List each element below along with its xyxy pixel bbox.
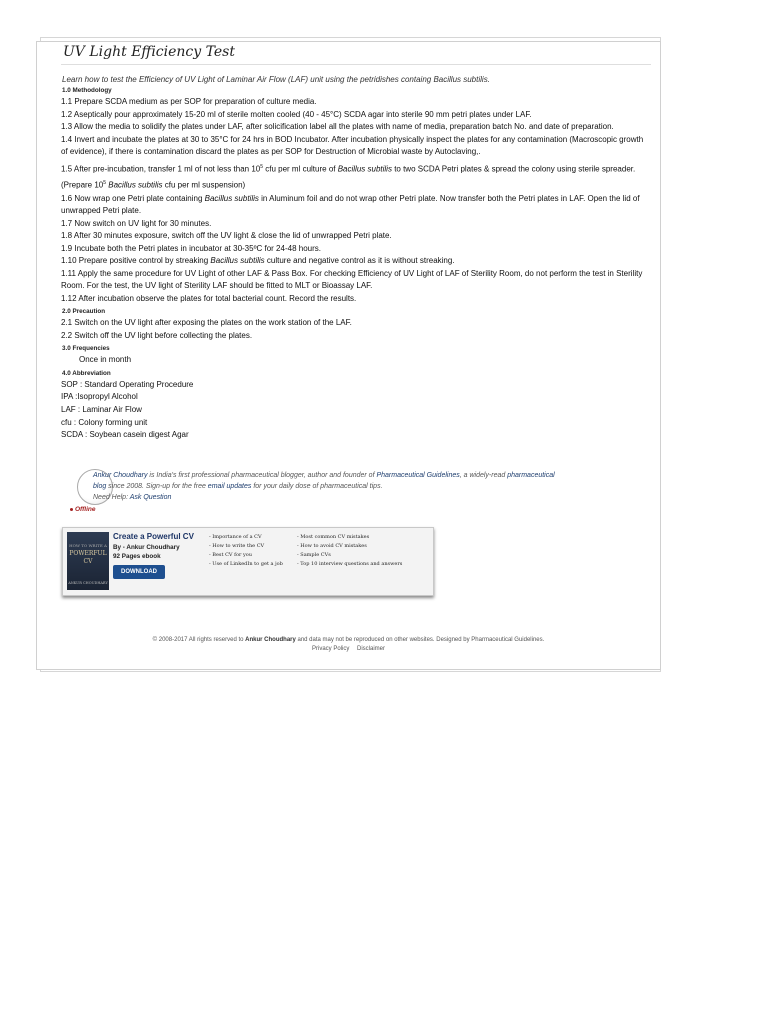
precaution-2-1: 2.1 Switch on the UV light after exposing the plates on the work station of the LAF.: [61, 318, 352, 328]
step-1-11: 1.11 Apply the same procedure for UV Light of other LAF & Pass Box. For checking Efficiency of UV Light of LAF of Sterility Room, do not perform the test in Sterility Room. For the test, the UV light of Sterility LAF should be fitted to MLT or Bioassay LAF.: [61, 268, 643, 291]
step-1-10-part-a: 1.10 Prepare positive control by streaking: [61, 256, 211, 266]
page-footer: [37, 636, 660, 654]
step-1-9: 1.9 Incubate both the Petri plates in incubator at 30-35ºC for 24-48 hours.: [61, 243, 321, 253]
ad-feature-item: - Most common CV mistakes: [297, 534, 370, 540]
step-1-7: 1.7 Now switch on UV light for 30 minutes.: [61, 218, 212, 228]
copyright-part-a: © 2008-2017 All rights reserved to: [152, 637, 246, 643]
step-1-6: [61, 193, 651, 218]
ad-feature-item: - How to write the CV: [209, 543, 265, 549]
step-1-5-part-a: 1.5 After pre-incubation, transfer 1 ml of not less than 10: [61, 164, 261, 174]
abbreviation-sop: SOP : Standard Operating Procedure: [61, 379, 194, 389]
email-updates-link[interactable]: email updates: [207, 483, 252, 490]
privacy-policy-link[interactable]: Privacy Policy: [311, 646, 350, 652]
cv-ebook-ad[interactable]: [62, 527, 434, 596]
step-1-6-part-a: 1.6 Now wrap one Petri plate containing: [61, 193, 205, 203]
ebook-cover-title-1: POWERFUL: [69, 550, 107, 557]
pharma-blog-link-part-2[interactable]: blog: [93, 483, 107, 490]
footer-links: [37, 645, 660, 654]
copyright-owner: Ankur Choudhary: [245, 637, 296, 643]
ebook-cover-author: ANKUR CHOUDHARY: [68, 581, 108, 585]
methodology-heading: 1.0 Methodology: [62, 87, 112, 94]
abbreviation-ipa: IPA :Isopropyl Alcohol: [61, 392, 138, 402]
step-1-12: 1.12 After incubation observe the plates for total bacterial count. Record the results.: [61, 293, 357, 303]
step-1-8: 1.8 After 30 minutes exposure, switch off the UV light & close the lid of unwrapped Petri plate.: [61, 231, 392, 241]
author-status-label: Offline: [75, 506, 96, 513]
ad-pages: 92 Pages ebook: [113, 553, 161, 560]
ad-feature-item: - Top 10 interview questions and answers: [297, 561, 403, 567]
step-1-5: [61, 160, 651, 193]
abbreviation-scda: SCDA : Soybean casein digest Agar: [61, 430, 189, 440]
step-1-5-exponent: 5: [260, 163, 264, 170]
ad-feature-item: - Importance of a CV: [209, 534, 262, 540]
precaution-heading: 2.0 Precaution: [62, 308, 106, 316]
ebook-cover-top-text: HOW TO WRITE A: [69, 543, 107, 548]
author-bio-text-1: is India's first professional pharmaceutical blogger, author and founder of: [147, 472, 377, 479]
step-1-2: 1.2 Aseptically pour approximately 15-20 ml of sterile molten cooled (40 - 45°C) SCDA agar into sterile 90 mm petri plates under LAF.: [61, 109, 532, 119]
article-content: [61, 42, 651, 442]
ad-feature-item: - Sample CVs: [297, 552, 331, 558]
abbreviation-cfu: cfu : Colony forming unit: [61, 417, 148, 427]
abbreviation-heading: 4.0 Abbreviation: [62, 369, 111, 377]
step-1-5-species-2: Bacillus subtilis: [108, 180, 163, 190]
ad-feature-list-2: [297, 533, 402, 569]
step-1-5-part-c: to two SCDA Petri plates & spread the colony using sterile spreader. (Prepare 10: [61, 164, 636, 190]
step-1-4: 1.4 Invert and incubate the plates at 30 to 35°C for 24 hrs in BOD Incubator. After incubation physically inspect the plates for any contamination (Macroscopic growth of evidence), if there is contamination discard the plates as per SOP for Destruction of Microbial waste by Autoclaving,.: [61, 134, 644, 156]
step-1-5-part-b: cfu per ml culture of: [263, 164, 338, 174]
author-bio-text-2: , a widely-read: [459, 472, 508, 479]
offline-dot-icon: [70, 508, 73, 511]
copyright-text: [37, 636, 660, 645]
ad-feature-item: - How to avoid CV mistakes: [297, 543, 367, 549]
document-page: [36, 41, 661, 670]
author-bio: [93, 470, 633, 503]
site-link[interactable]: Pharmaceutical Guidelines: [376, 472, 460, 479]
step-1-10-part-b: culture and negative control as it is without streaking.: [264, 256, 455, 266]
title-divider: [61, 64, 651, 65]
step-1-10-species: Bacillus subtilis: [210, 256, 265, 266]
author-name-link[interactable]: Ankur Choudhary: [93, 472, 148, 479]
step-1-1: 1.1 Prepare SCDA medium as per SOP for preparation of culture media.: [61, 97, 317, 106]
ebook-cover-title-2: CV: [83, 558, 93, 565]
copyright-part-b: and data may not be reproduced on other websites. Designed by Pharmaceutical Guidelines.: [295, 637, 545, 643]
download-button[interactable]: DOWNLOAD: [113, 565, 165, 579]
ad-feature-list-1: [209, 533, 283, 569]
author-status: [70, 506, 95, 513]
ad-feature-item: - Use of LinkedIn to get a job: [209, 561, 283, 567]
pharma-blog-link-part-1[interactable]: pharmaceutical: [507, 472, 555, 479]
ad-title[interactable]: Create a Powerful CV: [113, 532, 194, 541]
step-1-6-species: Bacillus subtilis: [204, 193, 259, 203]
step-1-3: 1.3 Allow the media to solidify the plates under LAF, after solicification label all the plates with name of media, preparation batch No. and date of preparation.: [61, 122, 614, 131]
page-title: UV Light Efficiency Test: [63, 44, 235, 60]
intro-text: Learn how to test the Efficiency of UV Light of Laminar Air Flow (LAF) unit using the petridishes containg Bacillus subtilis.: [62, 75, 490, 84]
disclaimer-link[interactable]: Disclaimer: [357, 646, 386, 652]
ad-author: By - Ankur Choudhary: [113, 544, 180, 551]
author-bio-text-4: for your daily dose of pharmaceutical tips.: [251, 483, 383, 490]
frequencies-heading: 3.0 Frequencies: [62, 345, 110, 353]
step-1-5-exponent-2: 5: [103, 180, 107, 187]
frequency-value: Once in month: [79, 355, 132, 365]
help-label: Need Help:: [93, 494, 130, 501]
precaution-2-2: 2.2 Switch off the UV light before collecting the plates.: [61, 330, 253, 340]
author-bio-text-3: since 2008. Sign-up for the free: [106, 483, 208, 490]
step-1-6-part-b: in Aluminum foil and do not wrap other Petri plate. Now transfer both the Petri plates in LAF. Open the lid of unwrapped Petri plate.: [61, 193, 640, 216]
ask-question-link[interactable]: Ask Question: [129, 494, 172, 501]
step-1-10: [61, 255, 651, 268]
step-1-5-species: Bacillus subtilis: [337, 164, 392, 174]
abbreviation-laf: LAF : Laminar Air Flow: [61, 405, 142, 414]
ebook-cover-image: [67, 532, 109, 590]
step-1-5-part-e: cfu per ml suspension): [162, 180, 246, 190]
ad-feature-item: - Best CV for you: [209, 552, 252, 558]
